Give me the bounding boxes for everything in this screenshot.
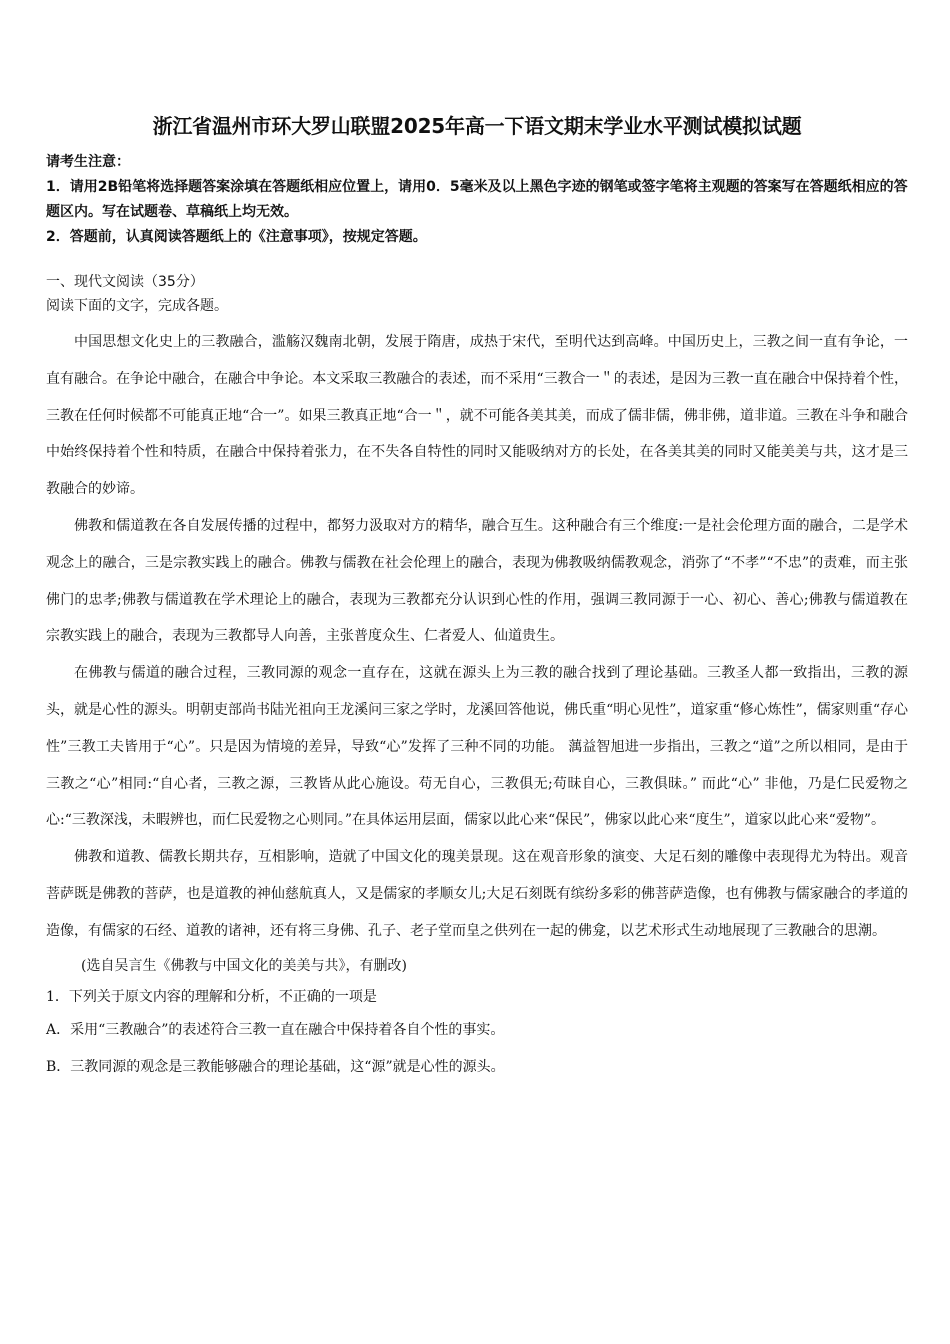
- notice-heading: 请考生注意：: [46, 154, 130, 170]
- passage-source: (选自吴言生《佛教与中国文化的美美与共》，有删改): [81, 957, 407, 974]
- candidate-notice: [46, 150, 908, 250]
- option-b: B．三教同源的观念是三教能够融合的理论基础，这“源”就是心性的源头。: [46, 1058, 505, 1075]
- reading-passage: [46, 324, 908, 982]
- question-stem: 1．下列关于原文内容的理解和分析，不正确的一项是: [46, 988, 377, 1005]
- passage-paragraph-4: 佛教和道教、儒教长期共存，互相影响，造就了中国文化的瑰美景现。这在观音形象的演变、大足石刻的雕像中表现得尤为特出。观音菩萨既是佛教的菩萨，也是道教的神仙慈航真人，又是儒家的孝顺女儿;大足石刻既有缤纷多彩的佛菩萨造像，也有佛教与儒家融合的孝道的造像，有儒家的石经、道教的诸神，还有将三身佛、孔子、老子堂而皇之供列在一起的佛龛，以艺术形式生动地展现了三教融合的思潮。: [46, 849, 908, 939]
- passage-paragraph-1: 中国思想文化史上的三教融合，滥觞汉魏南北朝，发展于隋唐，成热于宋代，至明代达到高峰。中国历史上，三教之间一直有争论，一直有融合。在争论中融合，在融合中争论。本文采取三教融合的表述，而不采用“三教合一＂的表述，是因为三教一直在融合中保持着个性，三教在任何时候都不可能真正地“合一”。如果三教真正地“合一＂，就不可能各美其美，而成了儒非儒，佛非佛，道非道。三教在斗争和融合中始终保持着个性和特质，在融合中保持着张力，在不失各自特性的同时又能吸纳对方的长处，在各美其美的同时又能美美与共，这才是三教融合的妙谛。: [46, 334, 908, 498]
- passage-paragraph-3: 在佛教与儒道的融合过程，三教同源的观念一直存在，这就在源头上为三教的融合找到了理论基础。三教圣人都一致指出，三教的源头，就是心性的源头。明朝吏部尚书陆光祖向王龙溪问三家之学时，龙溪回答他说，佛氏重“明心见性”，道家重“修心炼性”，儒家则重“存心性”三教工夫皆用于“心”。只是因为情境的差异，导致“心”发挥了三种不同的功能。 蕅益智旭进一步指出，三教之“道”之所以相同，是由于三教之“心”相同:“自心者，三教之源，三教皆从此心施设。苟无自心，三教俱无;苟昧自心，三教俱昧。” 而此“心” 非他，乃是仁民爱物之心:“三教深浅，未暇辨也，而仁民爱物之心则同。”在具体运用层面，儒家以此心来“保民”，佛家以此心来“度生”，道家以此心来“爱物”。: [46, 665, 908, 829]
- passage-paragraph-2: 佛教和儒道教在各自发展传播的过程中，都努力汲取对方的精华，融合互生。这种融合有三个维度:一是社会伦理方面的融合，二是学术观念上的融合，三是宗教实践上的融合。佛教与儒教在社会伦理上的融合，表现为佛教吸纳儒教观念，消弥了“不孝”“不忠”的责难，而主张佛门的忠孝;佛教与儒道教在学术理论上的融合，表现为三教都充分认识到心性的作用，强调三教同源于一心、初心、善心;佛教与儒道教在宗教实践上的融合，表现为三教都导人向善，主张普度众生、仁者爱人、仙道贵生。: [46, 517, 908, 645]
- notice-item-1: 1．请用2B铅笔将选择题答案涂填在答题纸相应位置上，请用0．5毫米及以上黑色字迹的钢笔或签字笔将主观题的答案写在答题纸相应的答题区内。写在试题卷、草稿纸上均无效。: [46, 179, 908, 220]
- section-heading: 一、现代文阅读（35分）: [46, 274, 204, 290]
- option-a: A．采用“三教融合”的表述符合三教一直在融合中保持着各自个性的事实。: [46, 1021, 505, 1038]
- exam-page: [46, 112, 908, 1086]
- section-intro: 阅读下面的文字，完成各题。: [46, 298, 228, 314]
- question-1: [46, 982, 908, 1086]
- notice-item-2: 2．答题前，认真阅读答题纸上的《注意事项》，按规定答题。: [46, 229, 427, 245]
- exam-title: 浙江省温州市环大罗山联盟2025年高一下语文期末学业水平测试模拟试题: [152, 114, 802, 138]
